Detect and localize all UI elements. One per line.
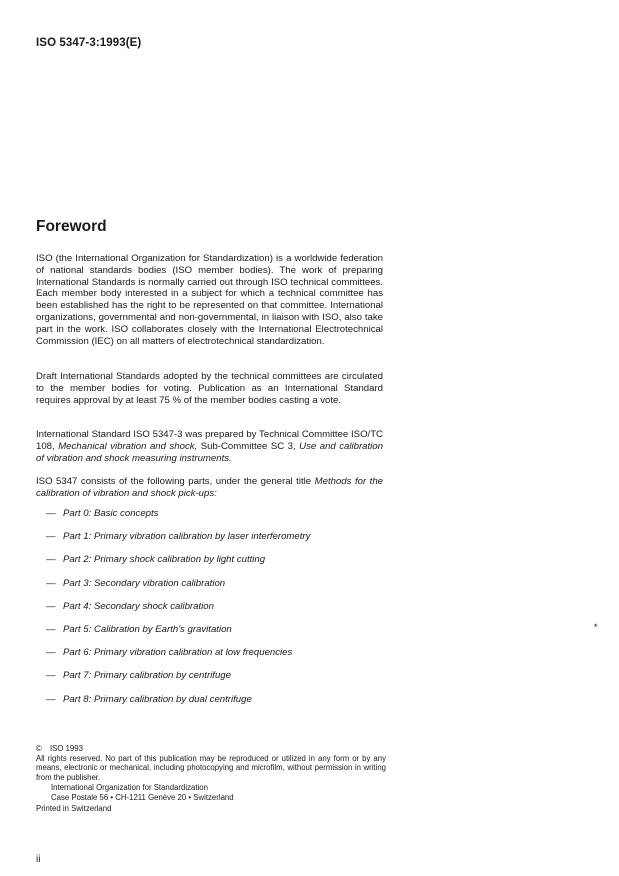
dash-marker: — (46, 647, 56, 659)
dash-marker: — (46, 670, 56, 682)
part-label: Part 2: (63, 554, 92, 566)
part-label: Part 7: (63, 670, 92, 682)
printed-in: Printed in Switzerland (36, 803, 112, 813)
paragraph-3-middle: Sub-Committee SC 3, (200, 440, 296, 452)
margin-mark: * (594, 622, 598, 632)
paragraph-3-prefix: International Standard ISO 5347-3 was prepared by Technical Committee ISO/TC 108, (36, 429, 383, 452)
dash-marker: — (46, 531, 56, 543)
list-item (46, 598, 310, 621)
part-title: Calibration by Earth's gravitation (93, 623, 232, 635)
parts-list (46, 505, 310, 714)
foreword-paragraph-3 (36, 429, 383, 464)
list-item (46, 667, 310, 690)
general-title: Methods for the calibration of vibration and shock pick-ups: (36, 476, 383, 499)
rights-notice: All rights reserved. No part of this publication may be reproduced or utilized in any form or by any means, electronic or mechanical, including photocopying and microfilm, without permission in writing from the publisher. (36, 753, 386, 782)
copyright-symbol: © (36, 744, 42, 753)
postal-address: Case Postale 56 • CH-1211 Genève 20 • Switzerland (51, 792, 234, 802)
part-title: Primary calibration by centrifuge (93, 670, 231, 682)
foreword-paragraph-4 (36, 476, 383, 500)
publisher-address (36, 783, 386, 802)
dash-marker: — (46, 623, 56, 635)
part-label: Part 0: (63, 508, 92, 519)
paragraph-4-prefix: ISO 5347 consists of the following parts, under the general title (36, 476, 312, 487)
part-title: Primary calibration by dual centrifuge (93, 693, 252, 705)
part-title: Primary shock calibration by light cutting (93, 554, 266, 566)
part-label: Part 1: (63, 531, 92, 543)
part-title: Primary vibration calibration by laser interferometry (93, 531, 311, 543)
copyright-block (36, 744, 386, 813)
part-title: Secondary vibration calibration (93, 577, 226, 589)
part-label: Part 6: (63, 647, 92, 659)
part-label: Part 8: (63, 693, 92, 705)
committee-title: Mechanical vibration and shock, (58, 440, 198, 452)
part-label: Part 4: (63, 600, 92, 612)
subcommittee-title: Use and calibration of vibration and shock measuring instruments. (36, 440, 383, 464)
list-item (46, 551, 310, 574)
document-identifier: ISO 5347-3:1993(E) (36, 37, 142, 49)
page-number: ii (36, 854, 41, 865)
dash-marker: — (46, 600, 56, 612)
list-item (46, 621, 310, 644)
list-item (46, 644, 310, 667)
list-item (46, 505, 310, 528)
dash-marker: — (46, 577, 56, 589)
part-title: Basic concepts (93, 508, 159, 519)
foreword-paragraph-2: Draft International Standards adopted by the technical committees are circulated to the member bodies for voting. Publication as an International Standard requires approval by at least 75 % of the member bodies casting a vote. (36, 371, 383, 406)
dash-marker: — (46, 554, 56, 566)
part-label: Part 3: (63, 577, 92, 589)
copyright-line (36, 744, 386, 754)
publisher-name: International Organization for Standardization (51, 783, 208, 793)
part-title: Secondary shock calibration (93, 600, 214, 612)
part-label: Part 5: (63, 623, 92, 635)
dash-marker: — (46, 693, 56, 705)
dash-marker: — (46, 508, 56, 519)
foreword-paragraph-1: ISO (the International Organization for Standardization) is a worldwide federation of national standards bodies (ISO member bodies). The work of preparing International Standards is normally carried out through ISO technical committees. Each member body interested in a subject for which a technical committee has been established has the right to be represented on that committee. International organizations, governmental and non-governmental, in liaison with ISO, also take part in the work. ISO collaborates closely with the International Electrotechnical Commission (IEC) on all matters of electrotechnical standardization. (36, 253, 383, 347)
list-item (46, 528, 310, 551)
part-title: Primary vibration calibration at low frequencies (93, 647, 293, 659)
copyright-text: ISO 1993 (50, 744, 83, 753)
section-heading: Foreword (36, 218, 107, 235)
list-item (46, 575, 310, 598)
list-item (46, 691, 310, 714)
